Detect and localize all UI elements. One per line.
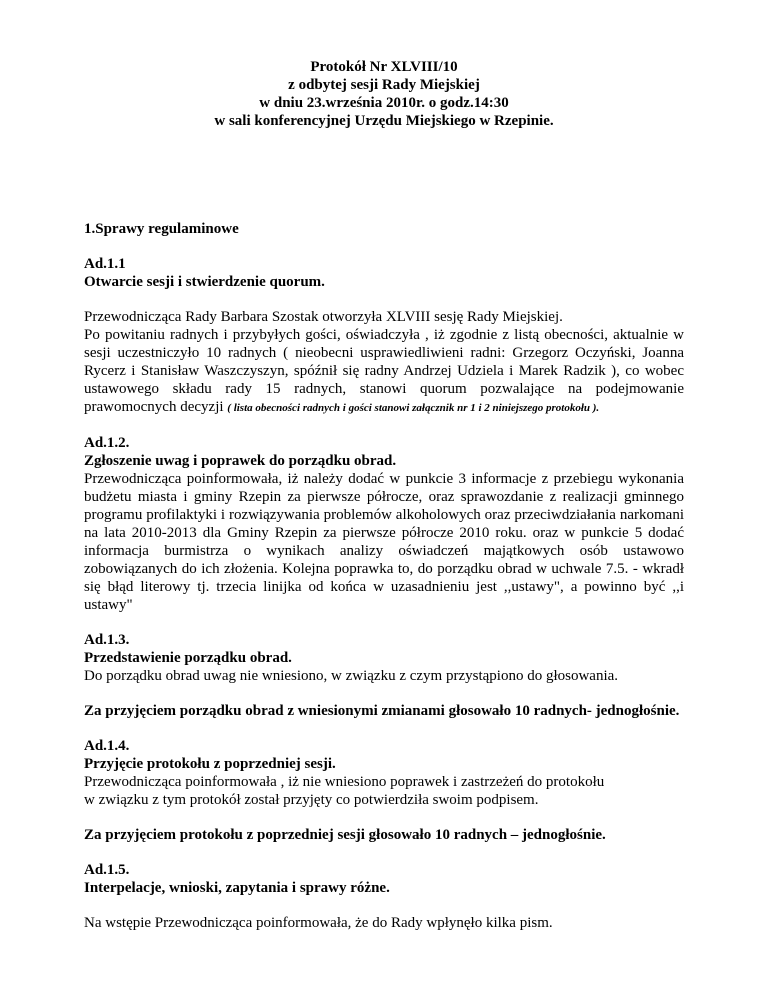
ad-1-3-number: Ad.1.3. — [84, 632, 130, 648]
protocol-subtitle: z odbytej sesji Rady Miejskiej — [288, 77, 480, 93]
ad-1-1-paragraph — [84, 326, 684, 417]
ad-1-3-title: Przedstawienie porządku obrad. — [84, 650, 292, 666]
ad-1-1-body — [84, 308, 684, 417]
protocol-number: Protokół Nr XLVIII/10 — [310, 59, 458, 75]
ad-1-4-text-line-1: Przewodnicząca poinformowała , iż nie wniesiono poprawek i zastrzeżeń do protokołu — [84, 774, 605, 790]
ad-1-4-vote-result: Za przyjęciem protokołu z poprzedniej sesji głosowało 10 radnych – jednogłośnie. — [84, 827, 606, 843]
ad-1-4-section — [84, 737, 684, 809]
spacer — [84, 130, 684, 220]
ad-1-1-number: Ad.1.1 — [84, 256, 126, 272]
ad-1-1-title: Otwarcie sesji i stwierdzenie quorum. — [84, 274, 325, 290]
ad-1-2-paragraph: Przewodnicząca poinformowała, iż należy dodać w punkcie 3 informacje z przebiegu wykonania budżetu miasta i gminy Rzepin za pierwsze półrocze, oraz sprawozdanie z realizacji gminnego programu profilaktyki i rozwiązywania problemów alkoholowych oraz przeciwdziałania narkomani na lata 2010-2013 dla Gminy Rzepin za pierwsze półrocze 2010 roku. oraz w punkcie 5 dodać informacja burmistrza o wynikach analizy oświadczeń majątkowych osób ustawowo zobowiązanych do ich złożenia. Kolejna poprawka to, do porządku obrad w uchwale 7.5. - wkradł się błąd literowy tj. trzecia linijka od końca w uzasadnieniu jest ,,ustawy", a powinno być ,,i ustawy" — [84, 471, 684, 613]
ad-1-1-heading — [84, 255, 684, 291]
ad-1-4-text-line-2: w związku z tym protokół został przyjęty co potwierdziła swoim podpisem. — [84, 792, 539, 808]
ad-1-3-text: Do porządku obrad uwag nie wniesiono, w związku z czym przystąpiono do głosowania. — [84, 668, 619, 684]
ad-1-1-paragraph-text: Po powitaniu radnych i przybyłych gości, oświadczyła , iż zgodnie z listą obecności, aktualnie w sesji uczestniczyło 10 radnych ( nieobecni usprawiedliwieni radni: Grzegorz Oczyński, Joanna Rycerz i Stanisław Waszczyszyn, spóźnił się radny Andrzej Udziela i Marek Radzik ), co wobec ustawowego składu rady 15 radnych, stanowi quorum pozwalające na podejmowanie prawomocnych decyzji — [84, 327, 684, 415]
protocol-header — [84, 58, 684, 130]
ad-1-4-number: Ad.1.4. — [84, 738, 130, 754]
ad-1-2-title: Zgłoszenie uwag i poprawek do porządku obrad. — [84, 453, 397, 469]
ad-1-4-title: Przyjęcie protokołu z poprzedniej sesji. — [84, 756, 336, 772]
ad-1-5-title: Interpelacje, wnioski, zapytania i sprawy różne. — [84, 880, 390, 896]
ad-1-3-section — [84, 631, 684, 685]
ad-1-5-number: Ad.1.5. — [84, 862, 130, 878]
ad-1-1-attachment-note: ( lista obecności radnych i gości stanowi załącznik nr 1 i 2 niniejszego protokołu ). — [227, 402, 600, 414]
ad-1-3-vote-result: Za przyjęciem porządku obrad z wniesionymi zmianami głosowało 10 radnych- jednogłośnie. — [84, 703, 680, 719]
protocol-location: w sali konferencyjnej Urzędu Miejskiego w Rzepinie. — [214, 113, 554, 129]
section-1-title: 1.Sprawy regulaminowe — [84, 221, 239, 237]
ad-1-2-number: Ad.1.2. — [84, 435, 130, 451]
protocol-date: w dniu 23.września 2010r. o godz.14:30 — [259, 95, 509, 111]
ad-1-1-opening-line: Przewodnicząca Rady Barbara Szostak otworzyła XLVIII sesję Rady Miejskiej. — [84, 309, 563, 325]
ad-1-2-section — [84, 434, 684, 614]
ad-1-5-heading — [84, 861, 684, 897]
ad-1-5-text: Na wstępie Przewodnicząca poinformowała, że do Rady wpłynęło kilka pism. — [84, 915, 553, 931]
